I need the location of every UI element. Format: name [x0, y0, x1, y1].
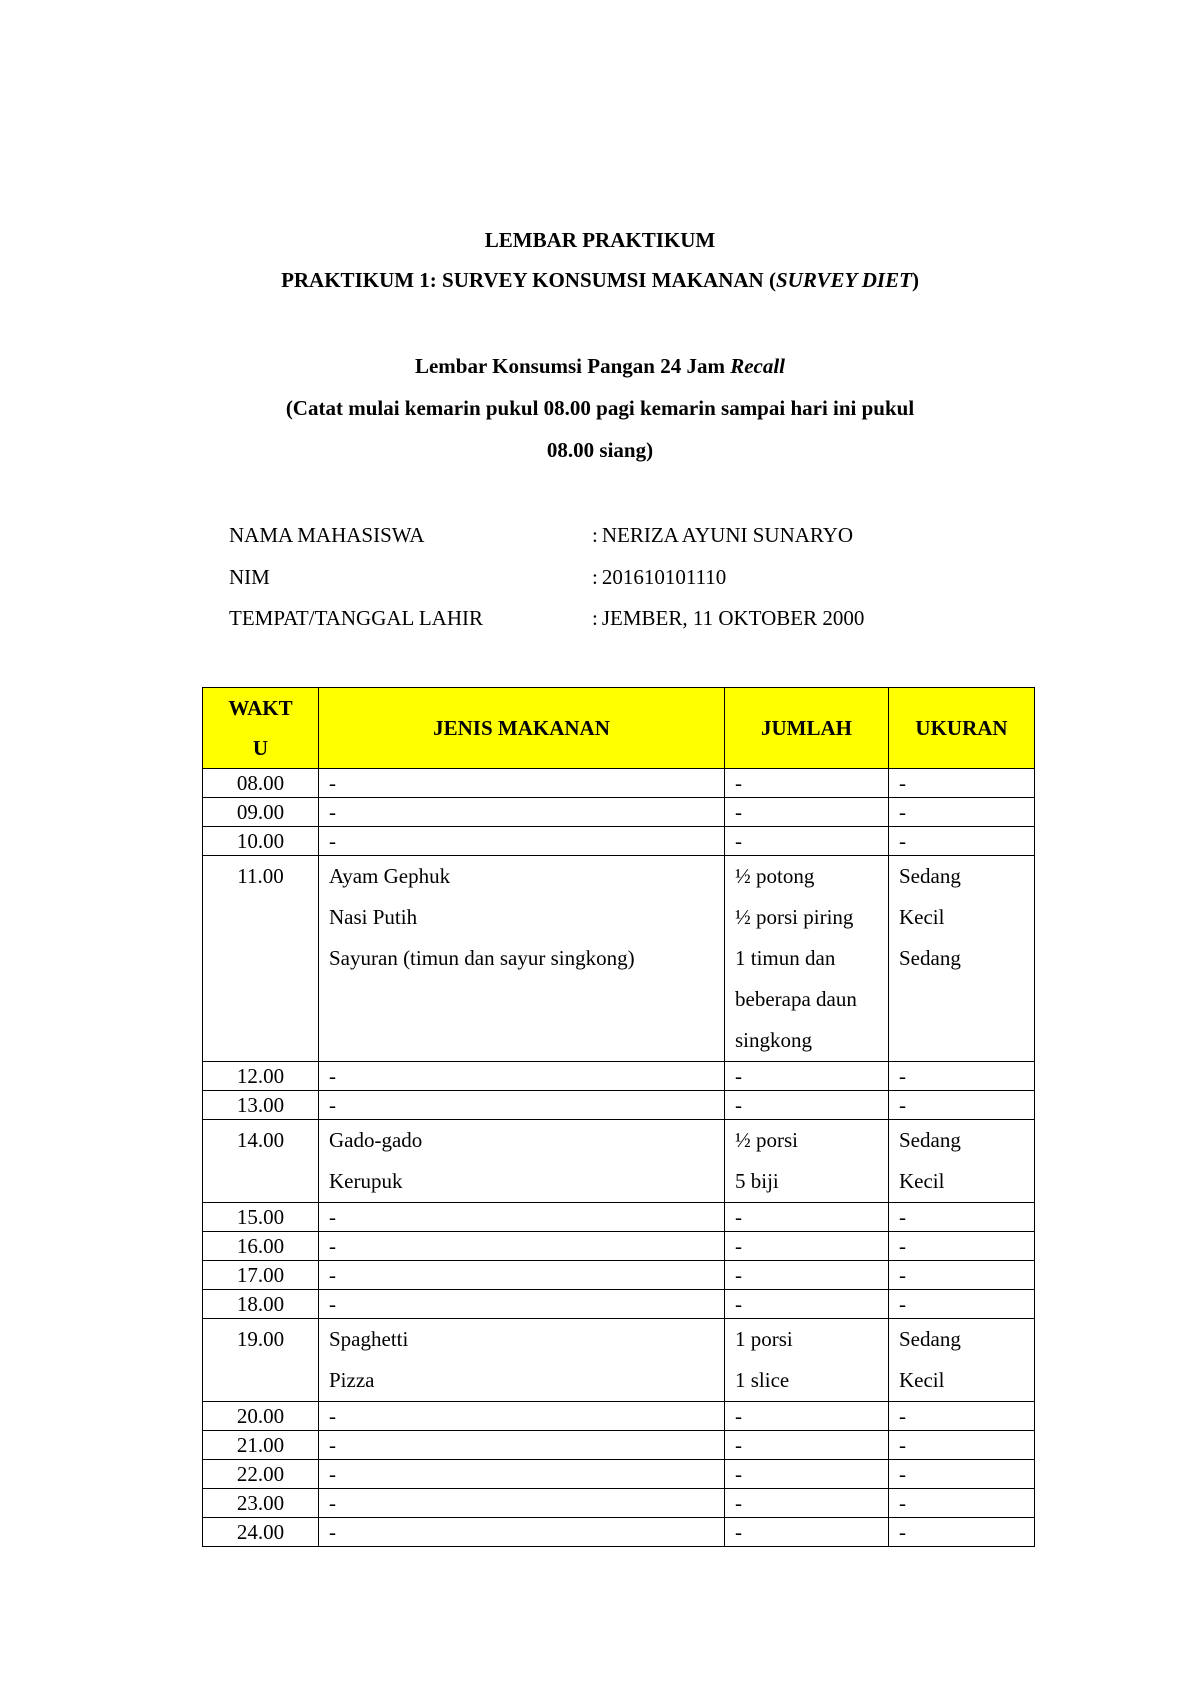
food-item: Nasi Putih	[329, 905, 418, 929]
food-item: -	[329, 1234, 336, 1258]
food-item: -	[329, 1263, 336, 1287]
food-item: -	[329, 1520, 336, 1544]
amount-item: -	[735, 1263, 742, 1287]
form-title-prefix: Lembar Konsumsi Pangan 24 Jam	[414, 354, 731, 378]
food-cell	[319, 1402, 725, 1431]
size-cell	[889, 1489, 1035, 1518]
size-item: -	[899, 829, 906, 853]
instruction-text-1: (Catat mulai kemarin pukul 08.00 pagi kemarin sampai hari ini pukul	[285, 396, 915, 420]
header-food: JENIS MAKANAN	[319, 688, 725, 769]
time-cell: 14.00	[203, 1120, 319, 1203]
student-nim-row	[229, 565, 1029, 597]
size-cell	[889, 1319, 1035, 1402]
student-nim-value-wrap	[592, 565, 726, 590]
amount-item: 1 slice	[735, 1368, 790, 1392]
amount-cell	[725, 798, 889, 827]
time-cell: 09.00	[203, 798, 319, 827]
table-row	[203, 856, 1035, 1062]
size-item: Kecil	[899, 1169, 945, 1193]
instruction-text-2: 08.00 siang)	[546, 438, 654, 462]
food-item: Pizza	[329, 1368, 375, 1392]
instruction-line-1	[0, 396, 1200, 421]
amount-cell	[725, 1062, 889, 1091]
food-cell	[319, 827, 725, 856]
time-cell: 15.00	[203, 1203, 319, 1232]
food-item: -	[329, 771, 336, 795]
time-cell: 20.00	[203, 1402, 319, 1431]
food-cell	[319, 1203, 725, 1232]
subtitle-italic: SURVEY DIET	[775, 268, 912, 292]
student-name-label: NAMA MAHASISWA	[229, 523, 425, 547]
food-cell	[319, 1091, 725, 1120]
table-body	[203, 769, 1035, 1547]
food-item: Sayuran (timun dan sayur singkong)	[329, 946, 635, 970]
food-item: Gado-gado	[329, 1128, 423, 1152]
table-row	[203, 769, 1035, 798]
size-cell	[889, 1518, 1035, 1547]
size-item: -	[899, 1093, 906, 1117]
amount-cell	[725, 1120, 889, 1203]
amount-item: -	[735, 1234, 742, 1258]
time-cell: 22.00	[203, 1460, 319, 1489]
size-item: Sedang	[899, 864, 961, 888]
food-cell	[319, 798, 725, 827]
food-item: -	[329, 1433, 336, 1457]
food-item: -	[329, 829, 336, 853]
amount-cell	[725, 769, 889, 798]
amount-cell	[725, 827, 889, 856]
size-cell	[889, 1091, 1035, 1120]
title-text: LEMBAR PRAKTIKUM	[484, 228, 716, 252]
size-cell	[889, 1062, 1035, 1091]
size-item: Kecil	[899, 905, 945, 929]
time-cell: 18.00	[203, 1290, 319, 1319]
food-item: -	[329, 1292, 336, 1316]
time-cell: 24.00	[203, 1518, 319, 1547]
size-item: -	[899, 800, 906, 824]
practicum-subtitle	[0, 268, 1200, 293]
food-cell	[319, 1431, 725, 1460]
table-row	[203, 798, 1035, 827]
size-cell	[889, 798, 1035, 827]
student-name-value: NERIZA AYUNI SUNARYO	[601, 523, 854, 547]
table-row	[203, 827, 1035, 856]
separator: :	[592, 523, 598, 547]
amount-item: -	[735, 829, 742, 853]
subtitle-prefix: PRAKTIKUM 1: SURVEY KONSUMSI MAKANAN (	[281, 268, 776, 292]
table-row	[203, 1120, 1035, 1203]
food-item: Ayam Gephuk	[329, 864, 451, 888]
document-title	[0, 228, 1200, 253]
size-item: -	[899, 1433, 906, 1457]
food-item: -	[329, 1064, 336, 1088]
amount-item: -	[735, 1520, 742, 1544]
table-row	[203, 1319, 1035, 1402]
size-item: Sedang	[899, 1128, 961, 1152]
size-item: -	[899, 1462, 906, 1486]
size-item: Sedang	[899, 1327, 961, 1351]
amount-cell	[725, 1091, 889, 1120]
amount-cell	[725, 1402, 889, 1431]
food-item: Kerupuk	[329, 1169, 403, 1193]
food-item: -	[329, 1462, 336, 1486]
time-cell: 11.00	[203, 856, 319, 1062]
table-header-row	[203, 688, 1035, 769]
food-cell	[319, 1290, 725, 1319]
amount-cell	[725, 1203, 889, 1232]
time-cell: 17.00	[203, 1261, 319, 1290]
amount-cell	[725, 1460, 889, 1489]
size-item: -	[899, 1292, 906, 1316]
student-birth-label: TEMPAT/TANGGAL LAHIR	[229, 606, 484, 630]
food-cell	[319, 1120, 725, 1203]
amount-item: -	[735, 1433, 742, 1457]
table-row	[203, 1091, 1035, 1120]
food-item: -	[329, 1205, 336, 1229]
size-cell	[889, 1203, 1035, 1232]
student-birth-value: JEMBER, 11 OKTOBER 2000	[601, 606, 865, 630]
amount-item: -	[735, 1205, 742, 1229]
size-item: Kecil	[899, 1368, 945, 1392]
instruction-line-2	[0, 438, 1200, 463]
amount-cell	[725, 1261, 889, 1290]
food-cell	[319, 1232, 725, 1261]
time-cell: 23.00	[203, 1489, 319, 1518]
size-cell	[889, 856, 1035, 1062]
food-item: -	[329, 1093, 336, 1117]
student-birth-row	[229, 606, 1029, 638]
size-item: -	[899, 1404, 906, 1428]
header-size: UKURAN	[889, 688, 1035, 769]
amount-item: 1 timun dan	[735, 946, 836, 970]
size-item: -	[899, 1205, 906, 1229]
time-cell: 13.00	[203, 1091, 319, 1120]
student-name-value-wrap	[592, 523, 853, 548]
food-item: Spaghetti	[329, 1327, 409, 1351]
time-cell: 10.00	[203, 827, 319, 856]
amount-item: 1 porsi	[735, 1327, 793, 1351]
amount-item: 5 biji	[735, 1169, 779, 1193]
student-nim-label: NIM	[229, 565, 270, 589]
time-cell: 19.00	[203, 1319, 319, 1402]
food-cell	[319, 1489, 725, 1518]
table-row	[203, 1232, 1035, 1261]
size-cell	[889, 827, 1035, 856]
amount-item: ½ porsi	[735, 1128, 798, 1152]
header-time-line-2: U	[252, 736, 269, 760]
table-row	[203, 1489, 1035, 1518]
size-item: -	[899, 1520, 906, 1544]
amount-item: ½ porsi piring	[735, 905, 854, 929]
amount-cell	[725, 1290, 889, 1319]
time-cell: 16.00	[203, 1232, 319, 1261]
amount-cell	[725, 856, 889, 1062]
subtitle-suffix: )	[911, 268, 919, 292]
header-time	[203, 688, 319, 769]
food-cell	[319, 856, 725, 1062]
student-nim-value: 201610101110	[601, 565, 727, 589]
amount-cell	[725, 1319, 889, 1402]
header-time-line-1: WAKT	[228, 696, 293, 720]
size-item: -	[899, 1234, 906, 1258]
food-recall-table	[202, 687, 1035, 1547]
size-item: -	[899, 1491, 906, 1515]
food-item: -	[329, 1491, 336, 1515]
form-title-italic: Recall	[730, 354, 786, 378]
student-name-row	[229, 523, 1029, 555]
food-cell	[319, 1518, 725, 1547]
food-cell	[319, 1062, 725, 1091]
size-item: -	[899, 1263, 906, 1287]
separator: :	[592, 606, 598, 630]
table-row	[203, 1062, 1035, 1091]
amount-item: singkong	[735, 1028, 813, 1052]
amount-item: -	[735, 1404, 742, 1428]
amount-item: -	[735, 1064, 742, 1088]
amount-cell	[725, 1489, 889, 1518]
food-cell	[319, 1261, 725, 1290]
time-cell: 21.00	[203, 1431, 319, 1460]
amount-item: -	[735, 1292, 742, 1316]
time-cell: 12.00	[203, 1062, 319, 1091]
size-cell	[889, 769, 1035, 798]
food-item: -	[329, 800, 336, 824]
table-row	[203, 1431, 1035, 1460]
table-row	[203, 1518, 1035, 1547]
food-cell	[319, 1319, 725, 1402]
table-row	[203, 1261, 1035, 1290]
size-item: -	[899, 771, 906, 795]
amount-item: -	[735, 800, 742, 824]
amount-cell	[725, 1518, 889, 1547]
student-birth-value-wrap	[592, 606, 864, 631]
amount-cell	[725, 1232, 889, 1261]
amount-item: beberapa daun	[735, 987, 857, 1011]
table-row	[203, 1402, 1035, 1431]
amount-item: -	[735, 1491, 742, 1515]
food-cell	[319, 1460, 725, 1489]
size-cell	[889, 1402, 1035, 1431]
size-cell	[889, 1232, 1035, 1261]
size-item: Sedang	[899, 946, 961, 970]
amount-item: -	[735, 771, 742, 795]
food-item: -	[329, 1404, 336, 1428]
time-cell: 08.00	[203, 769, 319, 798]
amount-item: -	[735, 1462, 742, 1486]
size-cell	[889, 1120, 1035, 1203]
form-title	[0, 354, 1200, 379]
size-cell	[889, 1460, 1035, 1489]
size-cell	[889, 1431, 1035, 1460]
table-row	[203, 1460, 1035, 1489]
size-item: -	[899, 1064, 906, 1088]
header-amount: JUMLAH	[725, 688, 889, 769]
table-row	[203, 1203, 1035, 1232]
amount-cell	[725, 1431, 889, 1460]
food-cell	[319, 769, 725, 798]
size-cell	[889, 1261, 1035, 1290]
amount-item: ½ potong	[735, 864, 815, 888]
separator: :	[592, 565, 598, 589]
amount-item: -	[735, 1093, 742, 1117]
table-row	[203, 1290, 1035, 1319]
size-cell	[889, 1290, 1035, 1319]
